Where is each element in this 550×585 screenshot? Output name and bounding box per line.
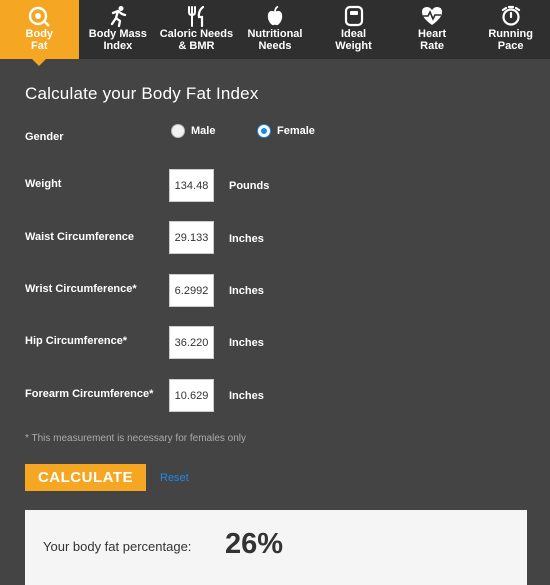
result-panel bbox=[25, 510, 527, 585]
calculator-nav bbox=[0, 0, 550, 59]
forearm-label: Forearm Circumference* bbox=[25, 388, 154, 400]
female-label: Female bbox=[277, 124, 315, 137]
calculate-button[interactable]: CALCULATE bbox=[25, 464, 146, 491]
hip-label: Hip Circumference* bbox=[25, 335, 128, 347]
hip-input[interactable] bbox=[169, 326, 214, 359]
tab-label: Body Mass Index bbox=[88, 28, 147, 52]
forearm-unit: Inches bbox=[229, 390, 264, 402]
wrist-label: Wrist Circumference* bbox=[25, 283, 137, 295]
apple-icon bbox=[264, 5, 286, 27]
wrist-unit: Inches bbox=[229, 285, 264, 297]
wrist-input[interactable] bbox=[169, 274, 214, 307]
tab-nutritional-needs[interactable] bbox=[236, 0, 315, 59]
tab-heart-rate[interactable] bbox=[393, 0, 472, 59]
female-radio[interactable] bbox=[257, 124, 271, 138]
waist-input[interactable] bbox=[169, 221, 214, 254]
tab-body-fat[interactable] bbox=[0, 0, 79, 59]
tab-ideal-weight[interactable] bbox=[314, 0, 393, 59]
tab-caloric-needs[interactable] bbox=[157, 0, 236, 59]
forearm-input[interactable] bbox=[169, 379, 214, 412]
tab-label: Nutritional Needs bbox=[247, 28, 303, 52]
tab-running-pace[interactable] bbox=[471, 0, 550, 59]
result-label: Your body fat percentage: bbox=[43, 539, 192, 554]
scale-icon bbox=[343, 5, 365, 27]
body-fat-percentage: 26% bbox=[225, 528, 284, 560]
waist-label: Waist Circumference bbox=[25, 231, 135, 243]
gender-female-option[interactable] bbox=[257, 122, 315, 140]
heart-pulse-icon bbox=[420, 5, 444, 27]
tab-label: Heart Rate bbox=[418, 28, 447, 52]
tab-label: Body Fat bbox=[25, 28, 54, 52]
reset-link[interactable]: Reset bbox=[160, 472, 189, 484]
weight-unit: Pounds bbox=[229, 180, 270, 192]
tab-label: Running Pace bbox=[488, 28, 533, 52]
gender-male-option[interactable] bbox=[171, 122, 215, 140]
gender-label: Gender bbox=[25, 131, 64, 143]
tab-label: Caloric Needs & BMR bbox=[159, 28, 234, 52]
hip-unit: Inches bbox=[229, 337, 264, 349]
tab-label: Ideal Weight bbox=[335, 28, 372, 52]
male-label: Male bbox=[191, 124, 216, 137]
waist-unit: Inches bbox=[229, 233, 264, 245]
tape-measure-icon bbox=[28, 5, 50, 27]
female-measurement-note: * This measurement is necessary for females only bbox=[25, 433, 247, 444]
page-title: Calculate your Body Fat Index bbox=[25, 84, 259, 103]
tab-body-mass-index[interactable] bbox=[79, 0, 158, 59]
male-radio[interactable] bbox=[171, 124, 185, 138]
fork-knife-icon bbox=[185, 5, 207, 27]
weight-input[interactable] bbox=[169, 169, 214, 202]
weight-label: Weight bbox=[25, 178, 62, 190]
runner-icon bbox=[107, 5, 129, 27]
stopwatch-icon bbox=[500, 5, 522, 27]
